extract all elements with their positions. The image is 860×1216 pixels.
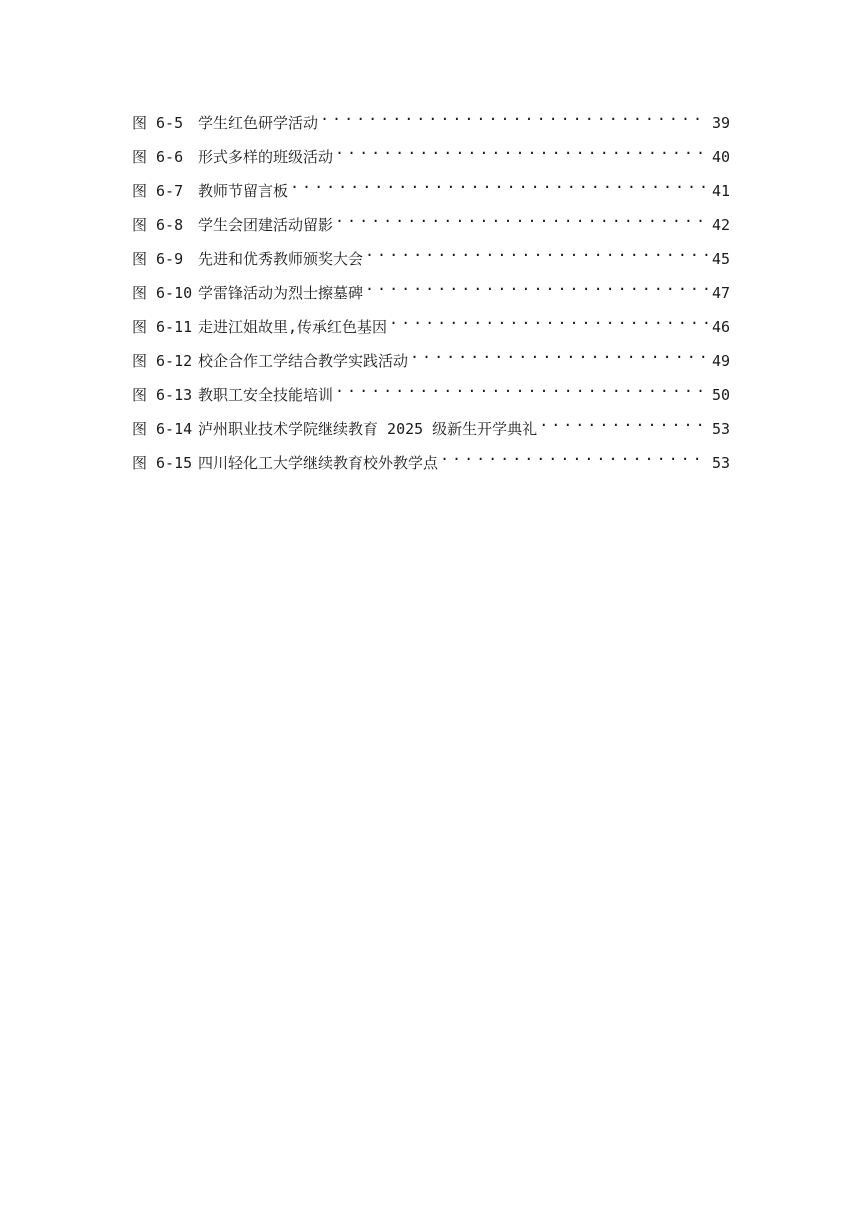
toc-entry[interactable] — [132, 348, 730, 382]
page-number: 47 — [711, 284, 730, 302]
figure-number: 图 6-10 — [132, 284, 193, 302]
dot-leader — [365, 246, 708, 264]
figure-title: 泸州职业技术学院继续教育 2025 级新生开学典礼 — [198, 420, 538, 438]
figure-number: 图 6-14 — [132, 420, 193, 438]
toc-entry[interactable] — [132, 178, 730, 212]
toc-entry[interactable] — [132, 416, 730, 450]
toc-entry[interactable] — [132, 280, 730, 314]
figure-title: 学雷锋活动为烈士擦墓碑 — [198, 284, 364, 302]
figure-number: 图 6-13 — [132, 386, 193, 404]
dot-leader — [335, 144, 708, 162]
page-number: 50 — [711, 386, 730, 404]
dot-leader — [320, 110, 708, 128]
figure-number: 图 6-15 — [132, 454, 193, 472]
page-number: 45 — [711, 250, 730, 268]
page-number: 53 — [711, 420, 730, 438]
page-number: 42 — [711, 216, 730, 234]
dot-leader — [410, 348, 708, 366]
figure-title: 走进江姐故里,传承红色基因 — [198, 318, 388, 336]
page-number: 46 — [711, 318, 730, 336]
page-number: 40 — [711, 148, 730, 166]
figure-title: 教师节留言板 — [198, 182, 289, 200]
dot-leader — [335, 212, 708, 230]
page-number: 41 — [711, 182, 730, 200]
dot-leader — [290, 178, 708, 196]
toc-entry[interactable] — [132, 246, 730, 280]
toc-entry[interactable] — [132, 144, 730, 178]
toc-entry[interactable] — [132, 314, 730, 348]
figure-title: 先进和优秀教师颁奖大会 — [198, 250, 364, 268]
figure-title: 四川轻化工大学继续教育校外教学点 — [198, 454, 439, 472]
dot-leader — [365, 280, 708, 298]
toc-entry[interactable] — [132, 110, 730, 144]
toc-entry[interactable] — [132, 212, 730, 246]
figure-title: 校企合作工学结合教学实践活动 — [198, 352, 409, 370]
figure-number: 图 6-7 — [132, 182, 184, 200]
figure-number: 图 6-9 — [132, 250, 184, 268]
figure-title: 学生红色研学活动 — [198, 114, 319, 132]
list-of-figures — [132, 110, 730, 484]
figure-title: 教职工安全技能培训 — [198, 386, 334, 404]
figure-number: 图 6-8 — [132, 216, 184, 234]
dot-leader — [440, 450, 708, 468]
page-number: 53 — [711, 454, 730, 472]
dot-leader — [389, 314, 708, 332]
figure-title: 学生会团建活动留影 — [198, 216, 334, 234]
figure-number: 图 6-12 — [132, 352, 193, 370]
page-number: 49 — [711, 352, 730, 370]
dot-leader — [539, 416, 708, 434]
toc-entry[interactable] — [132, 382, 730, 416]
page-number: 39 — [711, 114, 730, 132]
figure-number: 图 6-6 — [132, 148, 184, 166]
toc-entry[interactable] — [132, 450, 730, 484]
figure-number: 图 6-11 — [132, 318, 193, 336]
dot-leader — [335, 382, 708, 400]
figure-title: 形式多样的班级活动 — [198, 148, 334, 166]
figure-number: 图 6-5 — [132, 114, 184, 132]
